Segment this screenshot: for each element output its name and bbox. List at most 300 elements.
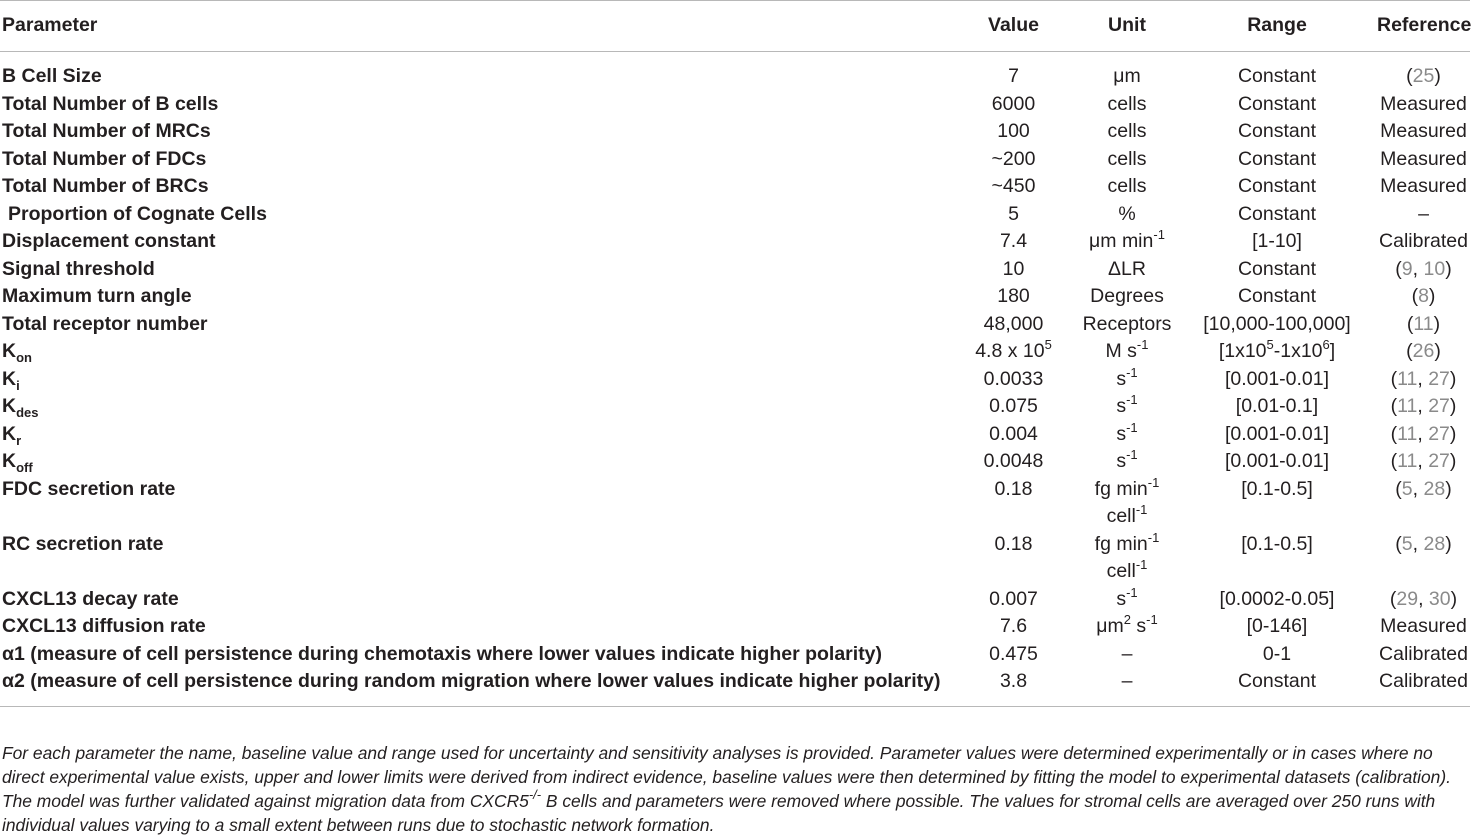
unit-text: Degrees	[1090, 285, 1164, 307]
footnote-text-continued: B cells and parameters were removed where possible. The values for stromal cells are averaged over 250 runs with individual values varying to a small extent between runs due to stochastic network formation.	[2, 791, 1436, 835]
value-cell	[950, 668, 1075, 706]
table-row	[0, 476, 1470, 531]
range-cell	[1177, 586, 1375, 614]
reference-punctuation: )	[1434, 65, 1441, 87]
range-text: Constant	[1237, 670, 1317, 692]
value-superscript: 5	[1044, 337, 1052, 352]
reference-punctuation: (	[1390, 422, 1398, 445]
unit-cell	[1075, 52, 1177, 91]
value-cell	[950, 52, 1075, 91]
unit-cell	[1075, 586, 1177, 614]
unit-superscript: -1	[1126, 419, 1138, 435]
reference-punctuation: (	[1389, 587, 1397, 610]
reference-punctuation: ,	[1417, 450, 1429, 472]
parameter-name-cell	[0, 641, 950, 669]
reference-cell	[1375, 146, 1470, 174]
range-text: [1x10	[1218, 340, 1267, 362]
range-superscript: 6	[1322, 337, 1330, 352]
reference-cell	[1375, 393, 1470, 421]
range-cell	[1177, 91, 1375, 119]
parameter-name: K	[2, 422, 17, 445]
parameter-name-cell	[0, 173, 950, 201]
range-text: Constant	[1237, 147, 1317, 170]
unit-superscript: -1	[1135, 502, 1148, 517]
unit-text: μm	[1113, 65, 1141, 87]
reference-link[interactable]: 27	[1428, 395, 1450, 417]
reference-cell	[1375, 531, 1470, 586]
reference-punctuation: (	[1395, 477, 1402, 500]
range-text: Constant	[1237, 120, 1317, 142]
reference-punctuation: (	[1406, 312, 1414, 335]
range-text: [0.001-0.01]	[1224, 367, 1330, 390]
reference-link[interactable]: 28	[1423, 532, 1446, 555]
parameter-name-cell	[0, 256, 950, 284]
range-cell	[1177, 338, 1375, 366]
range-text: [0.1-0.5]	[1241, 477, 1313, 500]
unit-text: μm	[1096, 615, 1124, 637]
parameter-subscript: des	[16, 405, 39, 420]
parameter-name-cell	[0, 668, 950, 706]
unit-superscript: -1	[1147, 474, 1160, 490]
header-unit: Unit	[1075, 1, 1177, 52]
unit-text: cells	[1107, 175, 1147, 197]
table-row	[0, 393, 1470, 421]
reference-text: Measured	[1380, 175, 1467, 197]
reference-link[interactable]: 11	[1413, 312, 1434, 335]
table-header-row	[0, 1, 1470, 52]
reference-punctuation: )	[1445, 532, 1452, 555]
header-range: Range	[1177, 1, 1375, 52]
value-text: 5	[1008, 202, 1019, 225]
value-cell	[950, 146, 1075, 174]
reference-link[interactable]: 29	[1396, 587, 1419, 610]
value-cell	[950, 201, 1075, 229]
footnote-text: For each parameter the name, baseline value and range used for uncertainty and sensitivity analyses is provided. Parameter values were determined experimentally or in cases where no direct experimental value exists, upper and lower limits were derived from indirect evidence, baseline values were then determined by fitting the model to experimental datasets (calibration). The model was further validated against migration data from CXCR5	[2, 743, 1451, 811]
unit-cell	[1075, 283, 1177, 311]
parameter-name: Total receptor number	[2, 312, 208, 335]
table-row	[0, 586, 1470, 614]
range-text: Constant	[1237, 92, 1317, 115]
reference-cell	[1375, 421, 1470, 449]
parameter-subscript: on	[16, 350, 32, 365]
parameter-name: Displacement constant	[2, 230, 216, 252]
range-cell	[1177, 448, 1375, 476]
range-cell	[1177, 118, 1375, 146]
parameter-name-cell	[0, 338, 950, 366]
unit-text: μm min	[1089, 230, 1154, 252]
parameter-name-cell	[0, 613, 950, 641]
reference-link[interactable]: 8	[1418, 285, 1429, 307]
reference-punctuation: (	[1390, 395, 1398, 417]
unit-superscript: -1	[1135, 557, 1148, 572]
reference-punctuation: (	[1406, 65, 1413, 87]
table-row	[0, 613, 1470, 641]
value-text: ~200	[991, 147, 1036, 170]
reference-cell	[1375, 283, 1470, 311]
value-cell	[950, 421, 1075, 449]
range-cell	[1177, 476, 1375, 531]
range-cell	[1177, 421, 1375, 449]
range-text: [0-146]	[1246, 615, 1308, 637]
parameter-name: B Cell Size	[2, 65, 102, 87]
unit-cell	[1075, 91, 1177, 119]
reference-punctuation: (	[1395, 532, 1402, 555]
reference-link[interactable]: 11	[1397, 422, 1418, 445]
unit-text: fg min	[1094, 532, 1148, 555]
unit-cell	[1075, 228, 1177, 256]
value-cell	[950, 613, 1075, 641]
value-text: 6000	[991, 92, 1036, 115]
reference-link[interactable]: 11	[1397, 450, 1418, 472]
parameter-name-cell	[0, 201, 950, 229]
unit-text: s	[1116, 395, 1127, 417]
unit-cell	[1075, 338, 1177, 366]
value-text: 7	[1008, 65, 1019, 87]
unit-superscript: -1	[1147, 529, 1160, 545]
unit-cell	[1075, 256, 1177, 284]
range-text: [0.001-0.01]	[1224, 422, 1330, 445]
table-row	[0, 283, 1470, 311]
reference-cell	[1375, 641, 1470, 669]
range-cell	[1177, 366, 1375, 394]
parameter-subscript: off	[16, 460, 33, 475]
parameter-name: Proportion of Cognate Cells	[8, 202, 267, 225]
value-text: 7.4	[999, 230, 1028, 252]
value-cell	[950, 531, 1075, 586]
value-cell	[950, 366, 1075, 394]
range-text: Constant	[1237, 257, 1317, 280]
parameter-name: α1 (measure of cell persistence during chemotaxis where lower values indicate higher polarity)	[2, 642, 883, 665]
range-superscript: 5	[1266, 337, 1274, 352]
unit-text: s	[1116, 367, 1127, 390]
reference-text: Calibrated	[1379, 642, 1468, 665]
unit-superscript: -1	[1153, 227, 1165, 242]
parameter-name-cell	[0, 421, 950, 449]
unit-text: %	[1118, 202, 1136, 225]
reference-punctuation: (	[1406, 340, 1413, 362]
unit-text: –	[1121, 670, 1133, 692]
reference-punctuation: ,	[1417, 367, 1429, 390]
unit-text: s	[1130, 615, 1147, 637]
range-text: 0-1	[1262, 642, 1292, 665]
reference-punctuation: (	[1395, 257, 1402, 280]
parameter-name-cell	[0, 311, 950, 339]
reference-text: Calibrated	[1379, 670, 1468, 692]
unit-text: Receptors	[1082, 312, 1172, 335]
unit-superscript: -1	[1126, 584, 1138, 600]
range-text: Constant	[1237, 285, 1317, 307]
range-text: [1-10]	[1252, 230, 1302, 252]
reference-punctuation: )	[1445, 257, 1452, 280]
reference-punctuation: ,	[1417, 422, 1429, 445]
reference-link[interactable]: 26	[1412, 340, 1435, 362]
reference-punctuation: ,	[1412, 257, 1424, 280]
reference-link[interactable]: 28	[1423, 477, 1446, 500]
reference-cell	[1375, 173, 1470, 201]
range-text: [0.0002-0.05]	[1219, 587, 1335, 610]
range-cell	[1177, 52, 1375, 91]
header-value: Value	[950, 1, 1075, 52]
table-row	[0, 256, 1470, 284]
reference-link[interactable]: 25	[1412, 65, 1435, 87]
table-row	[0, 311, 1470, 339]
parameter-name: Total Number of MRCs	[2, 120, 211, 142]
range-text: ]	[1329, 340, 1336, 362]
table-row	[0, 641, 1470, 669]
reference-punctuation: )	[1445, 477, 1452, 500]
range-cell	[1177, 228, 1375, 256]
reference-link[interactable]: 10	[1423, 257, 1446, 280]
parameter-name: FDC secretion rate	[2, 477, 176, 500]
unit-cell	[1075, 613, 1177, 641]
parameter-name: K	[2, 395, 17, 417]
unit-cell	[1075, 448, 1177, 476]
parameter-name: CXCL13 decay rate	[2, 587, 179, 610]
value-text: 0.18	[994, 532, 1033, 555]
table-row	[0, 366, 1470, 394]
unit-superscript: -1	[1146, 612, 1158, 627]
reference-punctuation: ,	[1417, 395, 1429, 417]
value-text: 10	[1002, 257, 1025, 280]
value-text: ~450	[991, 175, 1036, 197]
parameter-name-cell	[0, 118, 950, 146]
reference-cell	[1375, 448, 1470, 476]
value-text: 180	[997, 285, 1030, 307]
parameter-name: Total Number of B cells	[2, 92, 219, 115]
reference-cell	[1375, 118, 1470, 146]
table-row	[0, 91, 1470, 119]
reference-link[interactable]: 11	[1397, 367, 1418, 390]
value-cell	[950, 91, 1075, 119]
value-cell	[950, 393, 1075, 421]
parameter-name-cell	[0, 476, 950, 531]
parameter-name: K	[2, 367, 17, 390]
reference-punctuation: ,	[1412, 532, 1424, 555]
reference-link[interactable]: 30	[1428, 587, 1451, 610]
unit-text: s	[1116, 587, 1127, 610]
value-text: 0.075	[989, 395, 1038, 417]
unit-text: M s	[1105, 340, 1137, 362]
value-cell	[950, 118, 1075, 146]
reference-punctuation: )	[1433, 312, 1441, 335]
range-cell	[1177, 641, 1375, 669]
unit-superscript: 2	[1123, 612, 1131, 627]
reference-punctuation: (	[1390, 367, 1398, 390]
value-cell	[950, 476, 1075, 531]
parameter-name: Total Number of BRCs	[2, 175, 209, 197]
value-text: 0.0033	[983, 367, 1044, 390]
reference-text: Calibrated	[1379, 230, 1468, 252]
unit-text: s	[1116, 450, 1127, 472]
reference-punctuation: ,	[1418, 587, 1429, 610]
range-text: [0.001-0.01]	[1224, 450, 1330, 472]
unit-text: cells	[1107, 92, 1147, 115]
value-text: 0.18	[994, 477, 1033, 500]
value-text: 100	[997, 120, 1030, 142]
parameter-name: RC secretion rate	[2, 532, 164, 555]
table-body	[0, 52, 1470, 707]
reference-punctuation: )	[1450, 587, 1458, 610]
reference-cell	[1375, 52, 1470, 91]
value-cell	[950, 228, 1075, 256]
value-cell	[950, 448, 1075, 476]
range-cell	[1177, 283, 1375, 311]
parameter-name: K	[2, 450, 17, 472]
reference-link[interactable]: 27	[1428, 450, 1450, 472]
reference-cell	[1375, 338, 1470, 366]
value-text: 4.8 x 10	[975, 340, 1045, 362]
unit-cell	[1075, 641, 1177, 669]
reference-punctuation: )	[1449, 422, 1457, 445]
value-cell	[950, 586, 1075, 614]
value-text: 3.8	[999, 670, 1028, 692]
reference-text: Measured	[1380, 147, 1467, 170]
table-row	[0, 201, 1470, 229]
reference-cell	[1375, 586, 1470, 614]
range-cell	[1177, 256, 1375, 284]
value-cell	[950, 641, 1075, 669]
parameter-name-cell	[0, 283, 950, 311]
parameter-name-cell	[0, 393, 950, 421]
unit-superscript: -1	[1126, 392, 1138, 407]
reference-punctuation: (	[1411, 285, 1419, 307]
parameter-name-cell	[0, 228, 950, 256]
unit-cell	[1075, 311, 1177, 339]
range-cell	[1177, 668, 1375, 706]
reference-link[interactable]: 27	[1428, 367, 1450, 390]
reference-link[interactable]: 11	[1397, 395, 1418, 417]
unit-cell	[1075, 146, 1177, 174]
reference-punctuation: )	[1449, 450, 1457, 472]
table-footnote	[2, 741, 1458, 837]
parameter-name: Total Number of FDCs	[2, 147, 207, 170]
parameter-name-cell	[0, 146, 950, 174]
reference-text: Measured	[1380, 615, 1467, 637]
value-cell	[950, 173, 1075, 201]
range-text: -1x10	[1273, 340, 1323, 362]
unit-superscript: -1	[1126, 447, 1138, 462]
value-text: 48,000	[983, 312, 1044, 335]
table-row	[0, 448, 1470, 476]
value-cell	[950, 256, 1075, 284]
parameter-name-cell	[0, 586, 950, 614]
table-row	[0, 338, 1470, 366]
unit-cell	[1075, 173, 1177, 201]
reference-link[interactable]: 5	[1401, 532, 1413, 555]
parameter-name: Signal threshold	[2, 257, 155, 280]
range-text: [0.01-0.1]	[1235, 395, 1319, 417]
reference-punctuation: ,	[1412, 477, 1424, 500]
parameter-name: Maximum turn angle	[2, 285, 192, 307]
value-cell	[950, 311, 1075, 339]
unit-cell	[1075, 531, 1177, 586]
unit-text: cells	[1107, 147, 1147, 170]
table-row	[0, 668, 1470, 706]
reference-link[interactable]: 27	[1428, 422, 1450, 445]
table-row	[0, 531, 1470, 586]
unit-text: s	[1116, 422, 1127, 445]
reference-text: –	[1418, 202, 1429, 225]
value-cell	[950, 338, 1075, 366]
reference-link[interactable]: 9	[1401, 257, 1413, 280]
reference-cell	[1375, 366, 1470, 394]
unit-cell	[1075, 118, 1177, 146]
footnote-superscript: -/-	[528, 787, 542, 802]
range-text: [0.1-0.5]	[1241, 532, 1313, 555]
range-text: [10,000-100,000]	[1203, 312, 1351, 335]
range-cell	[1177, 311, 1375, 339]
table-row	[0, 52, 1470, 91]
range-cell	[1177, 531, 1375, 586]
unit-text: fg min	[1094, 477, 1148, 500]
unit-cell	[1075, 393, 1177, 421]
reference-punctuation: )	[1449, 395, 1457, 417]
unit-superscript: -1	[1126, 364, 1138, 380]
reference-cell	[1375, 228, 1470, 256]
reference-cell	[1375, 201, 1470, 229]
parameter-name-cell	[0, 366, 950, 394]
value-text: 0.0048	[983, 450, 1044, 472]
value-text: 0.475	[989, 642, 1038, 665]
unit-text: cell	[1106, 505, 1136, 527]
value-cell	[950, 283, 1075, 311]
range-text: Constant	[1237, 175, 1317, 197]
parameter-name-cell	[0, 448, 950, 476]
reference-cell	[1375, 256, 1470, 284]
unit-cell	[1075, 668, 1177, 706]
reference-cell	[1375, 476, 1470, 531]
unit-cell	[1075, 366, 1177, 394]
parameter-name: CXCL13 diffusion rate	[2, 615, 206, 637]
range-cell	[1177, 173, 1375, 201]
header-reference: Reference	[1375, 1, 1470, 52]
unit-cell	[1075, 201, 1177, 229]
reference-punctuation: (	[1390, 450, 1398, 472]
unit-text: –	[1121, 642, 1133, 665]
reference-punctuation: )	[1428, 285, 1436, 307]
parameter-name-cell	[0, 52, 950, 91]
range-cell	[1177, 146, 1375, 174]
parameter-name-cell	[0, 531, 950, 586]
parameter-name: α2 (measure of cell persistence during random migration where lower values indicate higher polarity)	[2, 670, 941, 692]
range-text: Constant	[1237, 65, 1317, 87]
reference-punctuation: )	[1449, 367, 1457, 390]
table-row	[0, 228, 1470, 256]
reference-cell	[1375, 613, 1470, 641]
parameter-name: K	[2, 340, 17, 362]
unit-cell	[1075, 476, 1177, 531]
range-cell	[1177, 613, 1375, 641]
unit-text: cell	[1106, 560, 1136, 582]
value-text: 0.004	[989, 422, 1038, 445]
table-row	[0, 421, 1470, 449]
table-row	[0, 118, 1470, 146]
reference-cell	[1375, 668, 1470, 706]
reference-punctuation: )	[1434, 340, 1441, 362]
table-row	[0, 146, 1470, 174]
value-text: 7.6	[999, 615, 1028, 637]
reference-text: Measured	[1380, 120, 1467, 142]
unit-text: cells	[1107, 120, 1147, 142]
table-row	[0, 173, 1470, 201]
reference-link[interactable]: 5	[1401, 477, 1413, 500]
range-cell	[1177, 201, 1375, 229]
range-text: Constant	[1237, 202, 1317, 225]
parameter-subscript: i	[16, 377, 20, 393]
reference-cell	[1375, 91, 1470, 119]
unit-text: ΔLR	[1108, 257, 1146, 280]
header-parameter: Parameter	[0, 1, 950, 52]
